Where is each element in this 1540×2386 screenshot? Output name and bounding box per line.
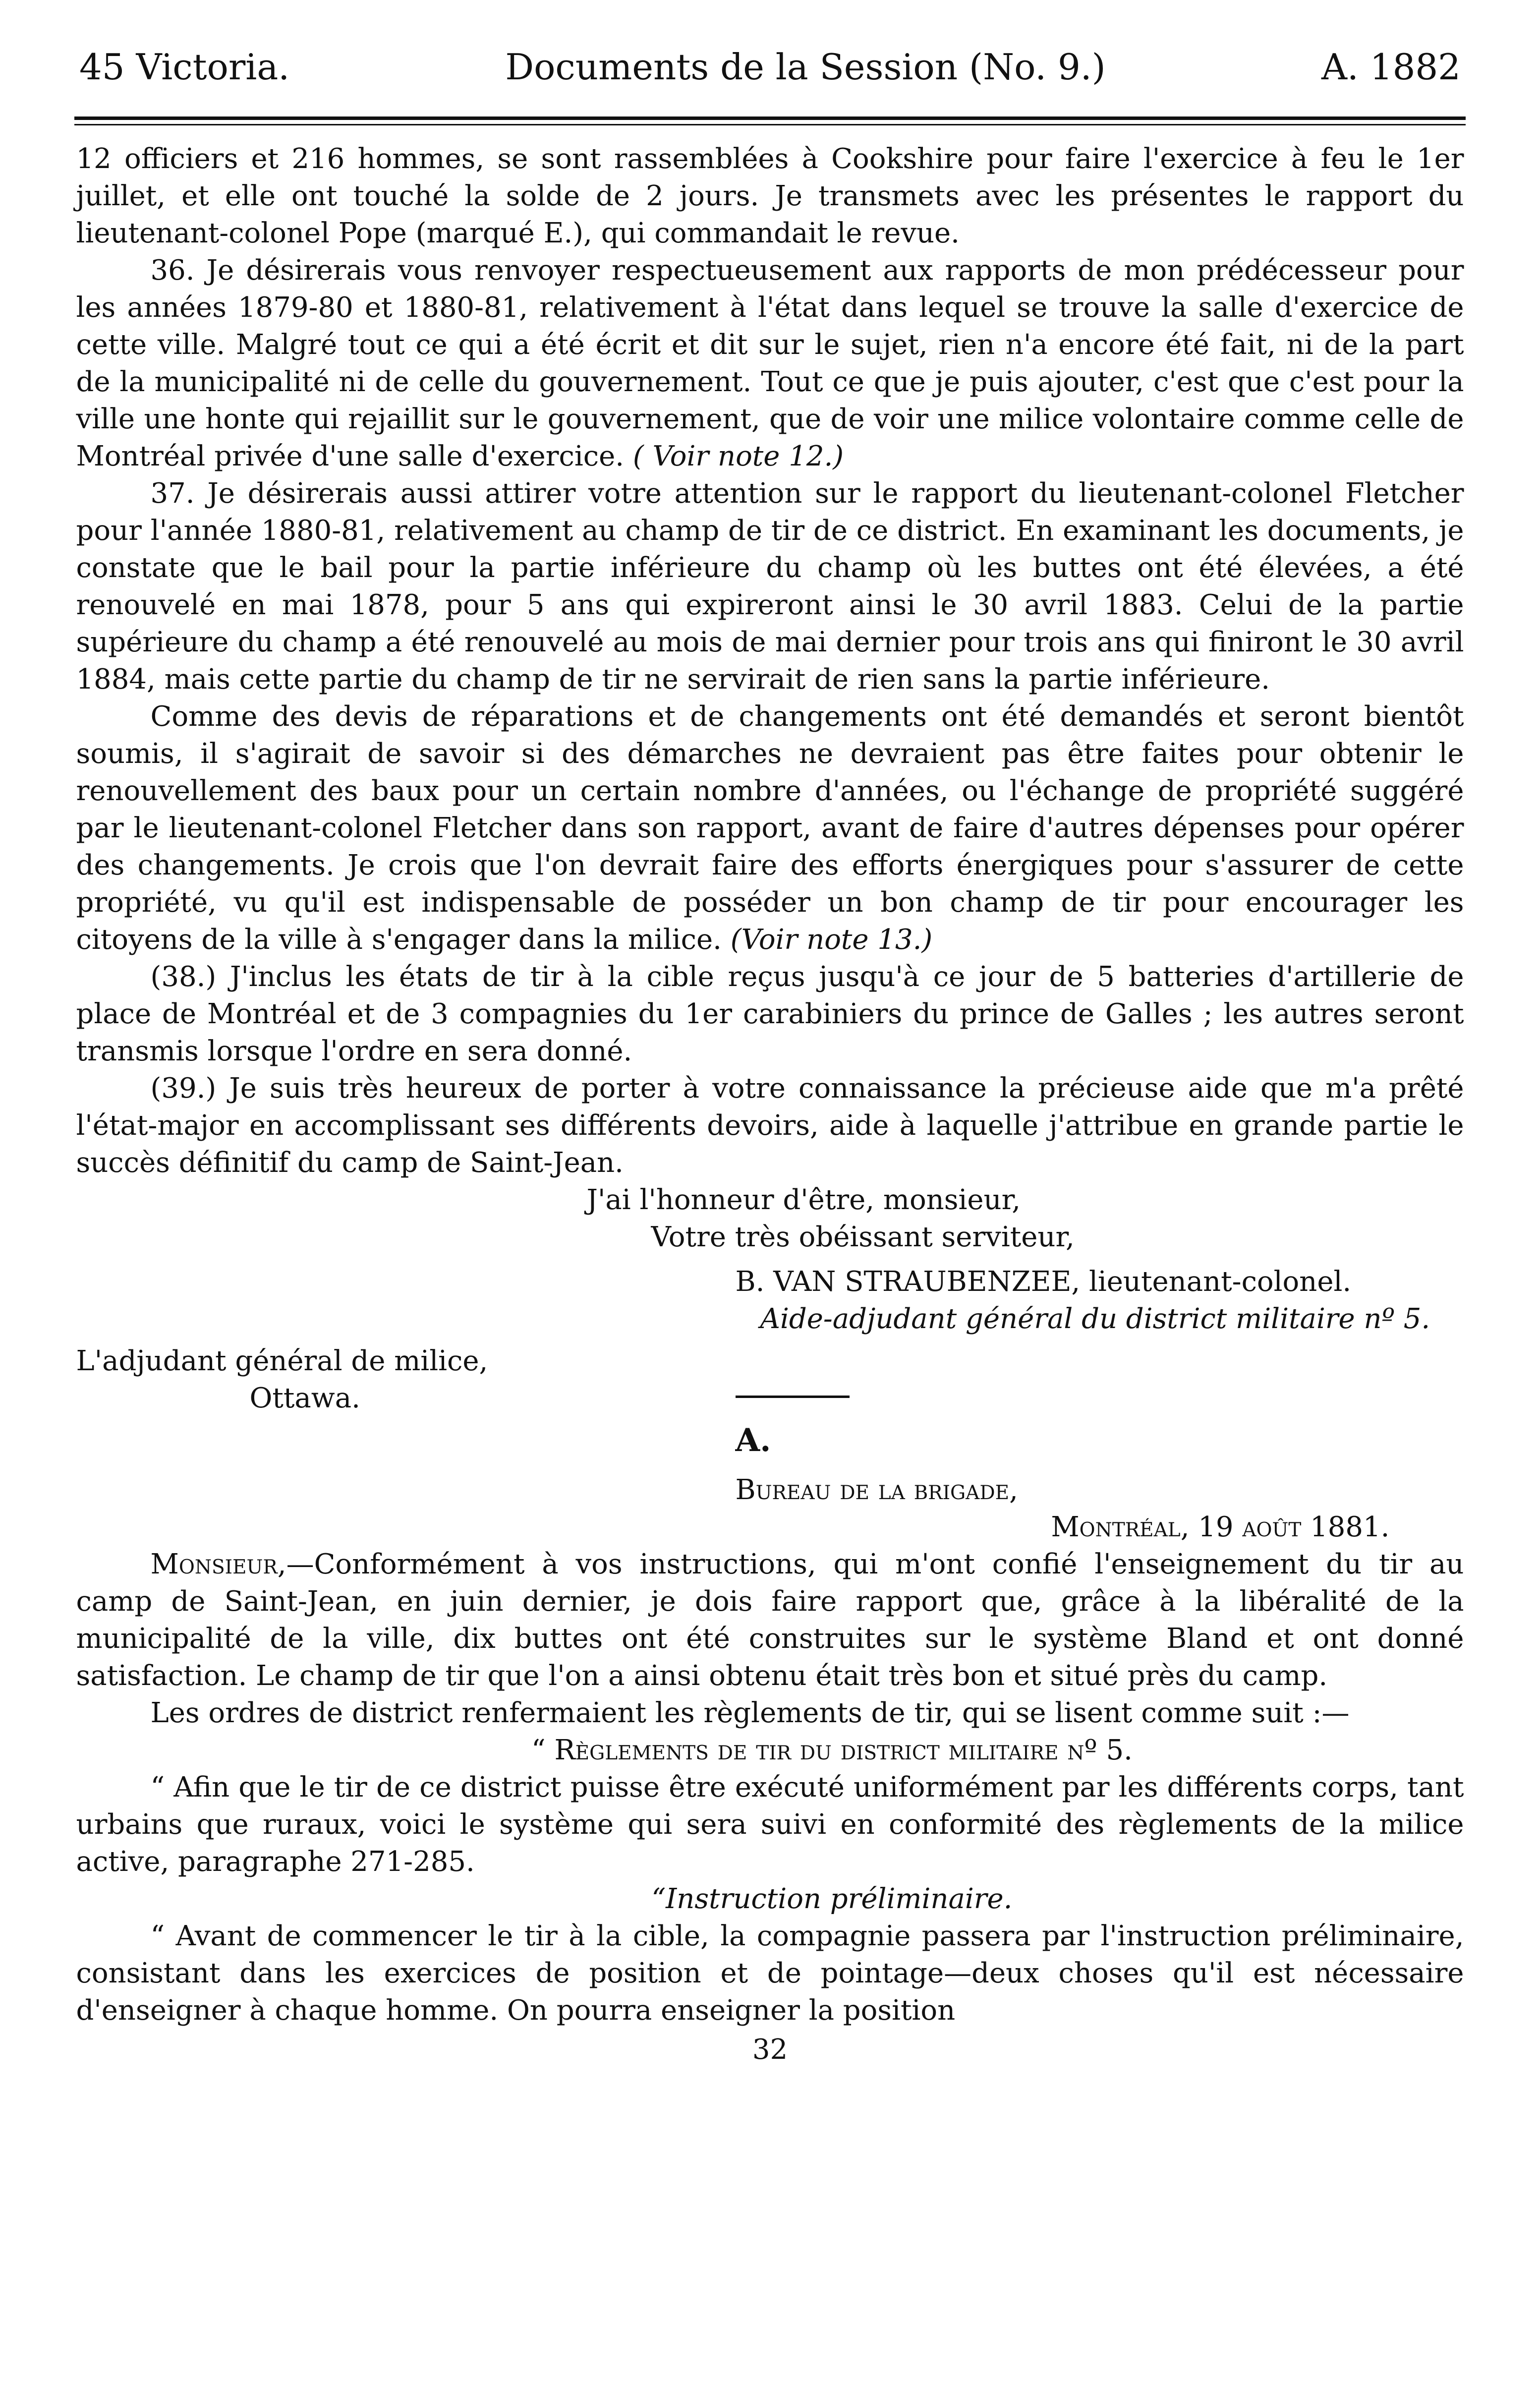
note-reference: (Voir note 13.) — [730, 924, 933, 956]
page-body — [76, 140, 1464, 2068]
paragraph: 12 officiers et 216 hommes, se sont rassemblées à Cookshire pour faire l'exercice à feu le 1er juillet, et elle ont touché la solde de 2 jours. Je transmets avec les présentes le rapport du lieutenant-colonel Pope (marqué E.), qui commandait le revue. — [76, 143, 1464, 249]
header-rule-thick — [74, 116, 1466, 120]
addressee-line-2: Ottawa. — [249, 1382, 360, 1414]
paragraph: (38.) J'inclus les états de tir à la cible reçus jusqu'à ce jour de 5 batteries d'artillerie de place de Montréal et de 3 compagnies du 1er carabiniers du prince de Galles ; les autres seront transmis lorsque l'ordre en sera donné. — [76, 961, 1464, 1067]
paragraph: (39.) Je suis très heureux de porter à votre connaissance la précieuse aide que m'a prêté l'état-major en accomplissant ses différents devoirs, aide à laquelle j'attribue en grande partie le succès définitif du camp de Saint-Jean. — [76, 1072, 1464, 1179]
paragraph: “ Avant de commencer le tir à la cible, la compagnie passera par l'instruction préliminaire, consistant dans les exercices de position et de pointage—deux choses qu'il est nécessaire d'enseigner à chaque homme. On pourra enseigner la position — [76, 1920, 1464, 2027]
section-divider — [736, 1396, 850, 1398]
paragraph: Monsieur,—Conformément à vos instructions, qui m'ont confié l'enseignement du tir au camp de Saint-Jean, en juin dernier, je dois faire rapport que, grâce à la libéralité de la municipalité de la ville, dix buttes ont été construites sur le système Bland et ont donné satisfaction. Le champ de tir que l'on a ainsi obtenu était très bon et situé près du camp. — [76, 1548, 1464, 1692]
signatory-name: B. VAN STRAUBENZEE, lieutenant-colonel. — [735, 1266, 1352, 1298]
page-number: 32 — [752, 2034, 788, 2066]
annex-bureau: Bureau de la brigade, — [735, 1474, 1018, 1506]
paragraph: Les ordres de district renfermaient les règlements de tir, qui se lisent comme suit :— — [150, 1697, 1350, 1729]
paragraph: “ Afin que le tir de ce district puisse être exécuté uniformément par les différents corps, tant urbains que ruraux, voici le système qui sera suivi en conformité des règlements de la milice active, paragraphe 271-285. — [76, 1771, 1464, 1878]
closing-serviteur: Votre très obéissant serviteur, — [651, 1221, 1075, 1253]
paragraph: 36. Je désirerais vous renvoyer respectueusement aux rapports de mon prédécesseur pour les années 1879-80 et 1880-81, relativement à l'état dans lequel se trouve la salle d'exercice de cette ville. Malgré tout ce qui a été écrit et dit sur le sujet, rien n'a encore été fait, ni de la part de la municipalité ni de celle du gouvernement. Tout ce que je puis ajouter, c'est que c'est pour la ville une honte qui rejaillit sur le gouvernement, que de voir une milice volontaire comme celle de Montréal privée d'une salle d'exercice. ( Voir note 12.) — [76, 254, 1464, 472]
signature-block — [76, 1181, 1464, 1459]
reglements-heading: “ Règlements de tir du district militaire nº 5. — [531, 1734, 1133, 1766]
paragraph: 37. Je désirerais aussi attirer votre attention sur le rapport du lieutenant-colonel Fletcher pour l'année 1880-81, relativement au champ de tir de ce district. En examinant les documents, je constate que le bail pour la partie inférieure du champ où les buttes ont été élevées, a été renouvelé en mai 1878, pour 5 ans qui expireront ainsi le 30 avril 1883. Celui de la partie supérieure du champ a été renouvelé au mois de mai dernier pour trois ans qui finiront le 30 avril 1884, mais cette partie du champ de tir ne servirait de rien sans la partie inférieure. — [76, 477, 1464, 696]
annex-letter: A. — [735, 1422, 771, 1459]
addressee-line-1: L'adjudant général de milice, — [76, 1345, 488, 1377]
annex-place-date: Montréal, 19 août 1881. — [1051, 1511, 1390, 1543]
header-left: 45 Victoria. — [79, 46, 290, 88]
instruction-heading: “Instruction préliminaire. — [651, 1883, 1013, 1915]
header-rule-thin — [74, 124, 1466, 125]
paragraph: Comme des devis de réparations et de changements ont été demandés et seront bientôt soumis, il s'agirait de savoir si des démarches ne devraient pas être faites pour obtenir le renouvellement des baux pour un certain nombre d'années, ou l'échange de propriété suggéré par le lieutenant-colonel Fletcher dans son rapport, avant de faire d'autres dépenses pour opérer des changements. Je crois que l'on devrait faire des efforts énergiques pour s'assurer de cette propriété, vu qu'il est indispensable de posséder un bon champ de tir pour encourager les citoyens de la ville à s'engager dans la milice. (Voir note 13.) — [76, 700, 1464, 956]
header-center: Documents de la Session (No. 9.) — [505, 46, 1106, 88]
salutation: Monsieur, — [150, 1548, 286, 1580]
closing-honneur: J'ai l'honneur d'être, monsieur, — [586, 1184, 1021, 1216]
header-right: A. 1882 — [1321, 46, 1461, 88]
running-header — [79, 45, 1461, 89]
signatory-title: Aide-adjudant général du district militaire nº 5. — [760, 1303, 1430, 1335]
note-reference: ( Voir note 12.) — [632, 440, 844, 472]
